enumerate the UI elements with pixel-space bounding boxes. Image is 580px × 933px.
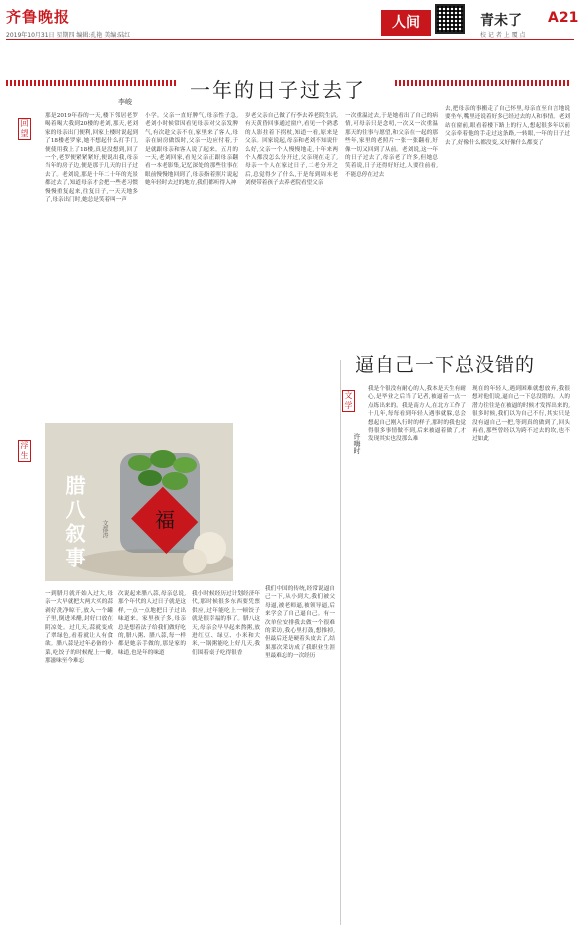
svg-text:福: 福 xyxy=(155,508,175,532)
article-column: 现在的年轻人,遇到困难就想放弃,我很想对他们说,逼自己一下总没错的。人的潜力往往是在被逼的时候才发挥出来的,很多时候,我们以为自己不行,其实只是没有逼自己一把,等到真的做到了,回头再看,那些曾经以为跨不过去的坎,也不过如此 xyxy=(472,386,570,443)
column-divider xyxy=(340,360,341,925)
title-decoration-left xyxy=(6,80,176,86)
qr-code-icon xyxy=(435,4,465,34)
section-label: 人间 xyxy=(381,10,431,36)
section-tag: 回望 xyxy=(18,118,31,140)
article-author: 许嗨时 xyxy=(353,433,361,454)
article-title: 一年的日子过去了 xyxy=(190,78,366,102)
article-column: 一到腊月就开始入过大,母亲一大早就把大两大买的蒜剥好洗净晾干,放入一个罐子里,倒进米醋,封好口放在阴凉处。过几天,蒜就变成了翠绿色,看着就让人有食欲。腊八蒜是过年必备的小菜,吃饺子的时候配上一瓣,那滋味至今难忘 xyxy=(45,591,113,665)
photo-overlay-title: 腊八叙事 xyxy=(62,475,86,571)
article-title: 逼自己一下总没错的 xyxy=(355,354,536,376)
page-number: A21 xyxy=(548,10,579,26)
section-tag: 文学 xyxy=(342,390,355,412)
article-author: 李峻 xyxy=(118,98,132,106)
date-line: 2019年10月31日 星期四 编辑:孔艳 美编:陆红 xyxy=(6,32,131,39)
article-column: 一次重温过去,于是她看出了自己的病情,可母亲只是念叨,一次又一次重温那天的往事与愿望,和父亲在一起的那些年,家里的老照片一张一张翻看,好像一切又回到了从前。老刘说,这一年的日子过去了,母亲老了许多,但她总笑着说,日子还得好好过,人要往前看,不能总停在过去 xyxy=(345,113,438,178)
article-column: 去,把母亲的事搬走了自己怀里,母亲直至自言地说要坐车,嘴里还说着好多已经过去的人和事情。老刘站在窗前,眼看着楼下路上的行人,想起很多年以前父亲牵着他的手走过这条路,一转眼,一年的日子过去了,好像什么都没变,又好像什么都变了 xyxy=(445,106,570,146)
newspaper-logo: 齐鲁晚报 xyxy=(6,8,71,26)
title-decoration-right xyxy=(395,80,570,86)
article-column: 岁老父亲自己做了行李去养老院生活,有天黄昏回事通过窗户,看见一个熟悉的人影拄着下拐杖,知道一看,原来是父亲。回家说起,母亲和老刘不知说什么好,父亲一个人慢慢地走,十年来两个人都没怎么分开过,父亲现在走了,母亲一个人在家过日子,二老分开之后,总觉得少了什么,于是每到周末老刘便带着孩子去养老院看望父亲 xyxy=(245,113,338,187)
header-rule xyxy=(6,39,574,40)
article-column: 小学。父亲一直好脾气,母亲性子急,老刘小时候常因看见母亲对父亲发脾气,有次趁父亲不在,家里来了客人,母亲在厨房做饭时,父亲一边应付着,于是就跟母亲和客人说了起来。五月的一天,老刘回家,看见父亲正跟母亲翻看一本老影集,记忆深处的那些往事在眼前慢慢地回到了,母亲指着照片说起她年轻时去过的地方,我们都听得入神 xyxy=(145,113,238,187)
editors-line: 校 记 者 上 覆 点 xyxy=(480,32,526,39)
article-column: 那是2019年春的一天,楼下邻居老罗喝着喝大我到20楼的老刘,那天,老刘家的母亲出门便利,回家上楼时说起到了18楼老罗家,她不想起什么打手门,便使用我上了18楼,真是没想到,回了一个,老罗便紧紧紧好,便说出我,母亲当年的房子边,便是那于几天的日子过去了。老刘说,那是十年二十年的光景都过去了,知道母亲才会把一些老习惯慢慢重复起来,往复日子,一天天地多了,母亲出门时,她总是笑着叫一声 xyxy=(45,113,138,204)
article-column: 次说起来腊八蒜,母亲总说,那个年代的人过日子就是这样,一点一点地把日子过出味道来。家里孩子多,母亲总是想着法子给我们做好吃的,腊八粥、腊八蒜,每一样都是她亲手做的,那是家的味道,也是年的味道 xyxy=(118,591,186,656)
article-column: 我是个很没有耐心的人,我本是天生有耐心,是毕业之后当了记者,被逼着一点一点练出来的。我是南方人,在北方工作了十几年,每每看到年轻人遇事就躲,总会想起自己刚入行时的样子,那时的我也觉得很多事情做不到,后来被逼着做了,才发现其实也没那么难 xyxy=(368,386,466,443)
photo-author: 文都涛 xyxy=(101,520,108,538)
article-column: 我们中国的传统,经常说逼自己一下,从小到大,我们被父母逼,被老师逼,被领导逼,后来学会了自己逼自己。有一次单位安排我去做一个很难的采访,我心里打鼓,想推掉,但最后还是硬着头皮去了,结果那次采访成了我职业生涯里最难忘的一次经历 xyxy=(265,586,335,660)
section-tag: 浮生 xyxy=(18,440,31,462)
column-slogan: 青未了 xyxy=(480,13,522,29)
article-column: 我小时候经历过计划经济年代,那时候很多东西要凭票供应,过年能吃上一顿饺子就是很幸福的事了。腊八这天,母亲会早早起来熬粥,放进红豆、绿豆、小米和大米,一锅粥能吃上好几天,我们围着桌子吃得很香 xyxy=(192,591,260,656)
